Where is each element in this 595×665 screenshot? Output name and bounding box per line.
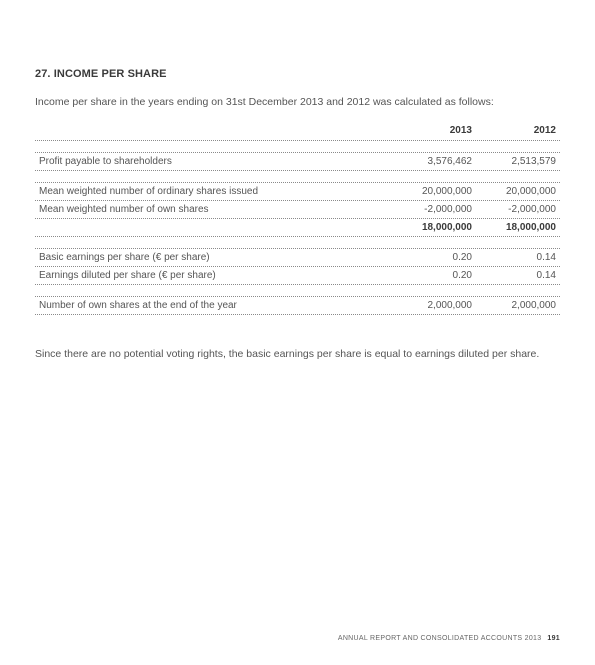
value-2012: 20,000,000 xyxy=(505,186,556,197)
value-2013: 3,576,462 xyxy=(427,156,472,167)
row-label: Basic earnings per share (€ per share) xyxy=(39,252,210,263)
page-number: 191 xyxy=(547,635,560,642)
table-row xyxy=(35,249,560,267)
table-row xyxy=(35,201,560,219)
section-heading: 27. INCOME PER SHARE xyxy=(35,68,167,80)
value-2012: 0.14 xyxy=(536,270,556,281)
note-text: Since there are no potential voting rights, the basic earnings per share is equal to earnings diluted per share. xyxy=(35,348,540,360)
table-row xyxy=(35,183,560,201)
row-label: Number of own shares at the end of the year xyxy=(39,300,237,311)
subtotal-row xyxy=(35,219,560,237)
value-2012: 2,000,000 xyxy=(511,300,556,311)
table-row xyxy=(35,153,560,171)
income-per-share-table xyxy=(35,122,560,315)
column-header-2013: 2013 xyxy=(449,125,472,136)
row-label: Mean weighted number of ordinary shares issued xyxy=(39,186,259,197)
value-2012: -2,000,000 xyxy=(508,204,556,215)
intro-text: Income per share in the years ending on 31st December 2013 and 2012 was calculated as follows: xyxy=(35,96,494,108)
row-label: Profit payable to shareholders xyxy=(39,156,172,167)
value-2013: -2,000,000 xyxy=(424,204,472,215)
value-2013: 18,000,000 xyxy=(421,222,472,233)
column-header-2012: 2012 xyxy=(533,125,556,136)
value-2013: 0.20 xyxy=(452,252,472,263)
table-row xyxy=(35,267,560,285)
value-2013: 20,000,000 xyxy=(421,186,472,197)
table-row xyxy=(35,297,560,315)
row-label: Mean weighted number of own shares xyxy=(39,204,209,215)
value-2013: 0.20 xyxy=(452,270,472,281)
value-2012: 18,000,000 xyxy=(505,222,556,233)
table-header-row xyxy=(35,122,560,141)
value-2013: 2,000,000 xyxy=(427,300,472,311)
footer-text: ANNUAL REPORT AND CONSOLIDATED ACCOUNTS 2013 xyxy=(337,635,542,642)
page-footer xyxy=(338,635,560,642)
row-label: Earnings diluted per share (€ per share) xyxy=(39,270,216,281)
value-2012: 0.14 xyxy=(536,252,556,263)
value-2012: 2,513,579 xyxy=(511,156,556,167)
